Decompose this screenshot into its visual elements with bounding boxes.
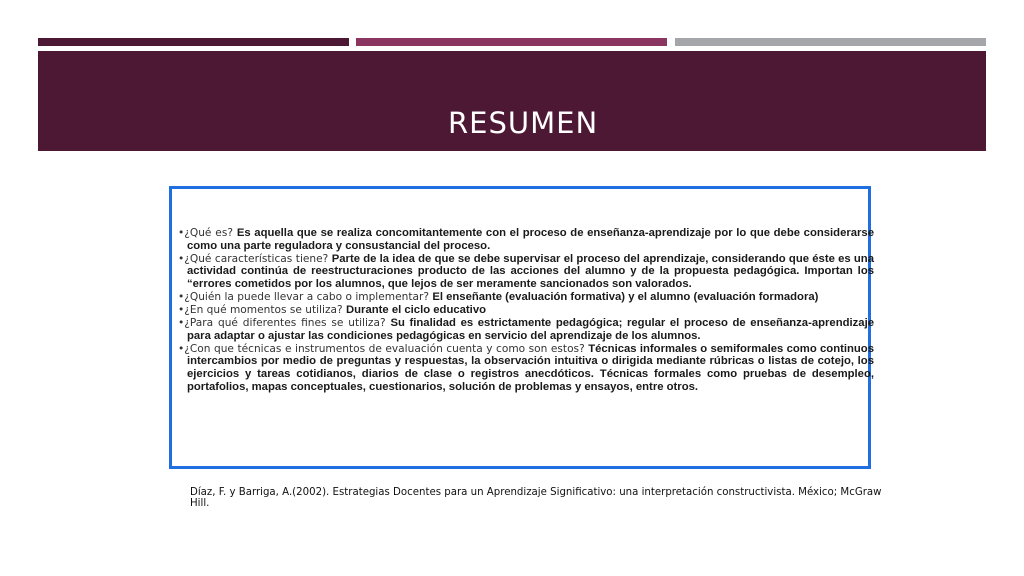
question-text: •¿Qué es? xyxy=(178,227,237,239)
question-text: •¿Qué características tiene? xyxy=(178,252,332,265)
top-stripe-dark xyxy=(38,38,349,46)
list-item-quien xyxy=(178,291,874,304)
answer-text: Técnicas informales o semiformales como continuos intercambios por medio de preguntas y respuestas, la observación intuitiva o dirigida mediante rúbricas o listas de cotejo, los ejercicios y tareas cotidianos, diarios de clase o registros anecdóticos. Técnicas formales como pruebas de desempleo, portafolios, mapas conceptuales, cuestionarios, solución de problemas y ensayos, entre otros. xyxy=(187,342,874,393)
question-text: •¿Con que técnicas e instrumentos de evaluación cuenta y como son estos? xyxy=(178,342,589,355)
list-item-fines xyxy=(178,317,874,342)
answer-text: Parte de la idea de que se debe supervisar el proceso del aprendizaje, considerando que éste es una actividad continúa de reestructuraciones producto de las acciones del alumno y de la propuesta pedagógica. Importan los “errores cometidos por los alumnos, que lejos de ser meramente sancionados son valorados. xyxy=(187,252,874,290)
list-item-momentos xyxy=(178,304,874,317)
bullet-list xyxy=(178,227,874,394)
list-item-caracteristicas xyxy=(178,253,874,291)
question-text: •¿Para qué diferentes fines se utiliza? xyxy=(178,317,391,330)
answer-text: Durante el ciclo educativo xyxy=(346,304,486,317)
answer-text: Es aquella que se realiza concomitantemente con el proceso de enseñanza-aprendizaje por lo que debe considerarse como una parte reguladora y consustancial del proceso. xyxy=(187,227,874,252)
answer-text: Su finalidad es estrictamente pedagógica; regular el proceso de enseñanza-aprendizaje para adaptar o ajustar las condiciones pedagógicas en servicio del aprendizaje de los alumnos. xyxy=(187,317,874,342)
slide-title: RESUMEN xyxy=(448,106,599,140)
list-item-que-es xyxy=(178,227,874,252)
list-item-tecnicas xyxy=(178,343,874,393)
content-textbox xyxy=(169,186,874,469)
top-stripe-magenta xyxy=(356,38,667,46)
answer-text: El enseñante (evaluación formativa) y el alumno (evaluación formadora) xyxy=(432,290,819,303)
citation: Díaz, F. y Barriga, A.(2002). Estrategias Docentes para un Aprendizaje Significativo: una interpretación constructivista. México; McGraw Hill. xyxy=(190,487,882,509)
question-text: •¿Quién la puede llevar a cabo o implementar? xyxy=(178,290,433,303)
title-banner xyxy=(38,51,986,151)
top-stripe-gray xyxy=(675,38,986,46)
question-text: •¿En qué momentos se utiliza? xyxy=(178,304,346,317)
